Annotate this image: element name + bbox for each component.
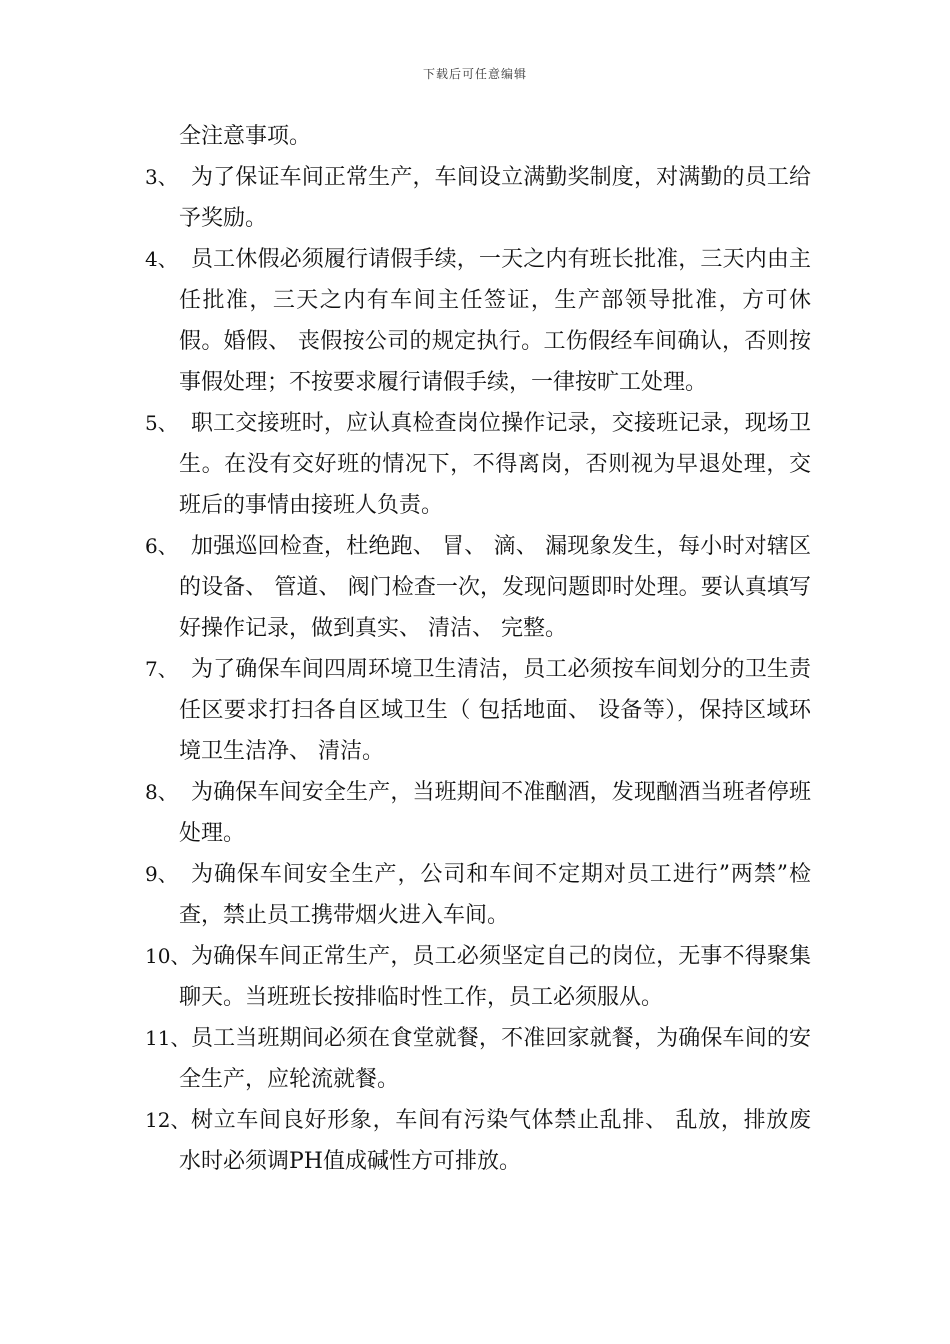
list-item-10 bbox=[145, 936, 811, 1018]
item-number: 9、 bbox=[145, 862, 178, 886]
item-number: 8、 bbox=[145, 780, 178, 804]
list-item-11 bbox=[145, 1018, 811, 1100]
list-item-8 bbox=[145, 772, 811, 854]
item-number: 10、 bbox=[145, 944, 191, 968]
item-text: 为了确保车间四周环境卫生清洁，员工必须按车间划分的卫生责任区要求打扫各自区域卫生（ 包括地面、 设备等），保持区域环境卫生洁净、 清洁。 bbox=[179, 657, 811, 764]
item-number: 5、 bbox=[145, 411, 178, 435]
item-text: 员工当班期间必须在食堂就餐，不准回家就餐，为确保车间的安全生产，应轮流就餐。 bbox=[179, 1026, 811, 1092]
list-item-4 bbox=[145, 239, 811, 403]
continuation-text: 全注意事项。 bbox=[179, 124, 312, 149]
item-text: 为确保车间正常生产，员工必须坚定自己的岗位，无事不得聚集聊天。当班班长按排临时性工作，员工必须服从。 bbox=[179, 944, 811, 1010]
item-text: 员工休假必须履行请假手续，一天之内有班长批准，三天内由主任批准，三天之内有车间主任签证，生产部领导批准，方可休假。婚假、 丧假按公司的规定执行。工伤假经车间确认，否则按事假处理；不按要求履行请假手续，一律按旷工处理。 bbox=[179, 247, 811, 395]
item-text: 为确保车间安全生产，公司和车间不定期对员工进行”两禁”检查，禁止员工携带烟火进入车间。 bbox=[179, 862, 811, 928]
list-item-9 bbox=[145, 854, 811, 936]
item-text: 为确保车间安全生产，当班期间不准酗酒，发现酗酒当班者停班处理。 bbox=[179, 780, 811, 846]
item-text: 为了保证车间正常生产，车间设立满勤奖制度，对满勤的员工给予奖励。 bbox=[179, 165, 811, 231]
item-number: 3、 bbox=[145, 165, 178, 189]
list-item-12 bbox=[145, 1100, 811, 1182]
item-number: 6、 bbox=[145, 534, 178, 558]
list-item-3 bbox=[145, 157, 811, 239]
page-header: 下载后可任意编辑 bbox=[422, 67, 527, 81]
item-text: 职工交接班时，应认真检查岗位操作记录，交接班记录，现场卫生。在没有交好班的情况下，不得离岗，否则视为早退处理，交班后的事情由接班人负责。 bbox=[179, 411, 811, 518]
item-number: 12、 bbox=[145, 1108, 191, 1132]
document-body bbox=[145, 116, 811, 1182]
item-number: 4、 bbox=[145, 247, 178, 271]
list-item-6 bbox=[145, 526, 811, 649]
item-number: 7、 bbox=[145, 657, 178, 681]
list-item-5 bbox=[145, 403, 811, 526]
item-text: 加强巡回检查，杜绝跑、 冒、 滴、 漏现象发生，每小时对辖区的设备、 管道、 阀门检查一次，发现问题即时处理。要认真填写好操作记录，做到真实、 清洁、 完整。 bbox=[179, 534, 811, 641]
item-number: 11、 bbox=[145, 1026, 191, 1050]
list-item-7 bbox=[145, 649, 811, 772]
item-text: 树立车间良好形象，车间有污染气体禁止乱排、 乱放，排放废水时必须调PH值成碱性方可排放。 bbox=[179, 1108, 811, 1174]
